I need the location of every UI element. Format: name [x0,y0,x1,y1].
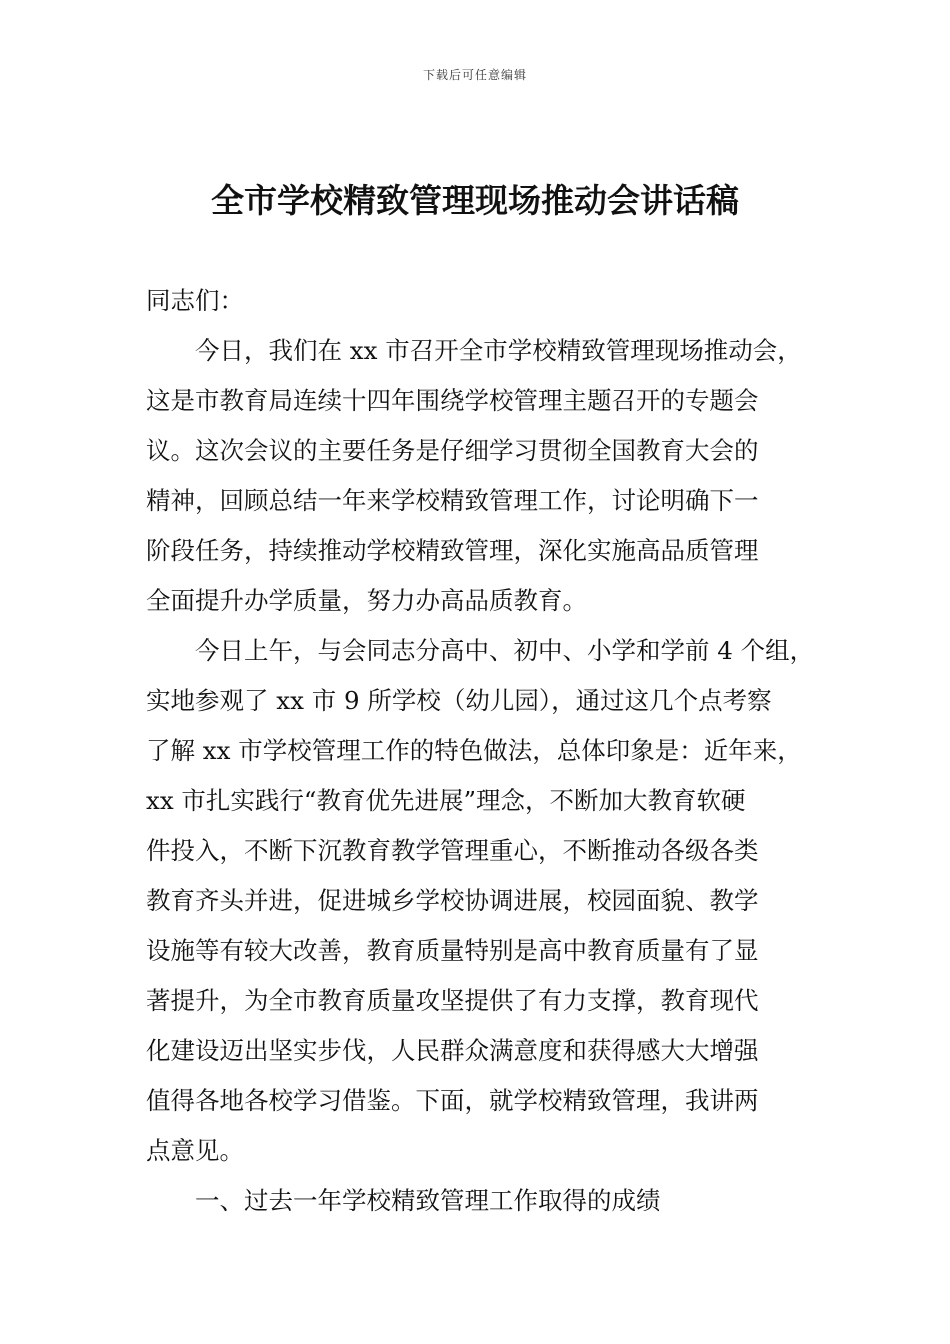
body-line: 件投入，不断下沉教育教学管理重心，不断推动各级各类 [146,836,759,865]
body-line: 这是市教育局连续十四年围绕学校管理主题召开的专题会 [146,386,759,415]
body-line: 教育齐头并进，促进城乡学校协调进展，校园面貌、教学 [146,886,759,915]
body-line: 今日，我们在 xx 市召开全市学校精致管理现场推动会， [195,336,802,365]
document-body [146,276,815,1226]
body-line: 议。这次会议的主要任务是仔细学习贯彻全国教育大会的 [146,436,759,465]
body-line: 了解 xx 市学校管理工作的特色做法，总体印象是：近年来， [146,736,802,765]
body-line: 一、过去一年学校精致管理工作取得的成绩 [195,1186,661,1215]
body-line: 化建设迈出坚实步伐，人民群众满意度和获得感大大增强 [146,1036,759,1065]
body-line: 值得各地各校学习借鉴。下面，就学校精致管理，我讲两 [146,1086,759,1115]
body-line: 点意见。 [146,1136,244,1165]
body-line: 今日上午，与会同志分高中、初中、小学和学前 4 个组， [195,636,815,665]
body-line: 阶段任务，持续推动学校精致管理，深化实施高品质管理 [146,536,759,565]
document-title: 全市学校精致管理现场推动会讲话稿 [211,181,739,220]
body-line: 精神，回顾总结一年来学校精致管理工作，讨论明确下一 [146,486,759,515]
body-line: 全面提升办学质量，努力办高品质教育。 [146,586,587,615]
body-line: 同志们： [146,286,244,315]
header-note: 下载后可任意编辑 [422,68,527,82]
body-line: 实地参观了 xx 市 9 所学校（幼儿园），通过这几个点考察 [146,686,772,715]
body-line: 设施等有较大改善，教育质量特别是高中教育质量有了显 [146,936,759,965]
body-line: xx 市扎实践行“教育优先进展”理念，不断加大教育软硬 [146,786,746,815]
body-line: 著提升，为全市教育质量攻坚提供了有力支撑，教育现代 [146,986,759,1015]
